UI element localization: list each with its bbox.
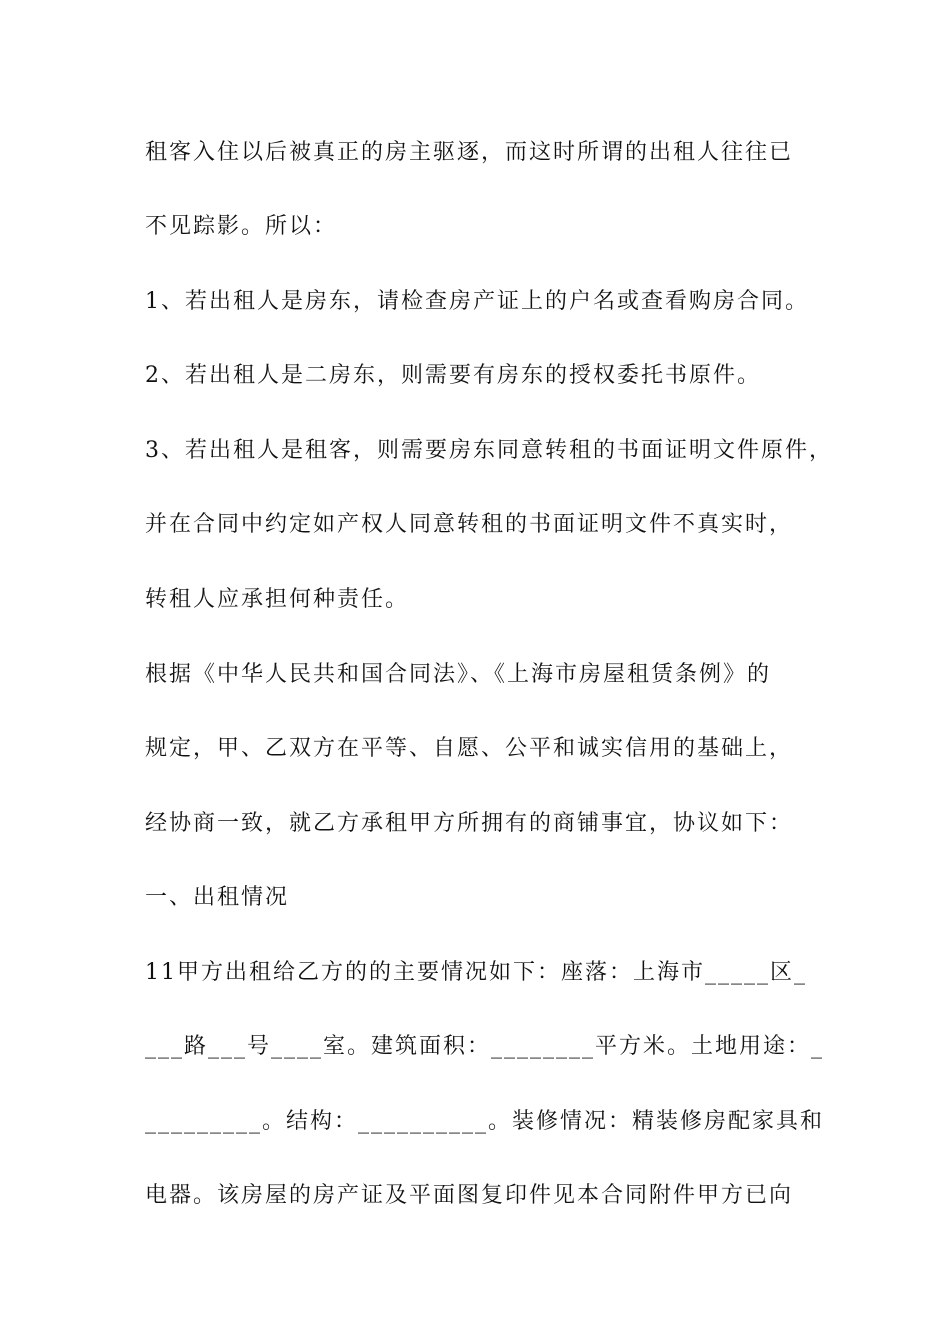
- text-line-5: 3、若出租人是租客，则需要房东同意转租的书面证明文件原件，: [145, 438, 833, 463]
- text-line-13: ___路___号____室。建筑面积：________平方米。土地用途：_: [145, 1034, 825, 1059]
- text-line-2: 不见踪影。所以：: [145, 214, 338, 239]
- text-line-1: 租客入住以后被真正的房主驱逐，而这时所谓的出租人往往已: [145, 140, 794, 165]
- text-line-9: 规定，甲、乙双方在平等、自愿、公平和诚实信用的基础上，: [145, 736, 794, 761]
- text-line-12: 11甲方出租给乙方的的主要情况如下：座落：上海市_____区_: [145, 960, 807, 985]
- text-line-8: 根据《中华人民共和国合同法》、《上海市房屋租赁条例》的: [145, 662, 772, 687]
- text-line-10: 经协商一致，就乙方承租甲方所拥有的商铺事宜，协议如下：: [145, 811, 794, 836]
- text-line-15: 电器。该房屋的房产证及平面图复印件见本合同附件甲方已向: [145, 1183, 794, 1208]
- section-heading: 一、出租情况: [145, 885, 290, 910]
- text-line-14: _________。结构：__________。装修情况：精装修房配家具和: [145, 1109, 825, 1134]
- text-line-3: 1、若出租人是房东，请检查房产证上的户名或查看购房合同。: [145, 289, 809, 314]
- text-line-7: 转租人应承担何种责任。: [145, 587, 410, 612]
- text-line-4: 2、若出租人是二房东，则需要有房东的授权委托书原件。: [145, 363, 761, 388]
- text-line-6: 并在合同中约定如产权人同意转租的书面证明文件不真实时，: [145, 512, 794, 537]
